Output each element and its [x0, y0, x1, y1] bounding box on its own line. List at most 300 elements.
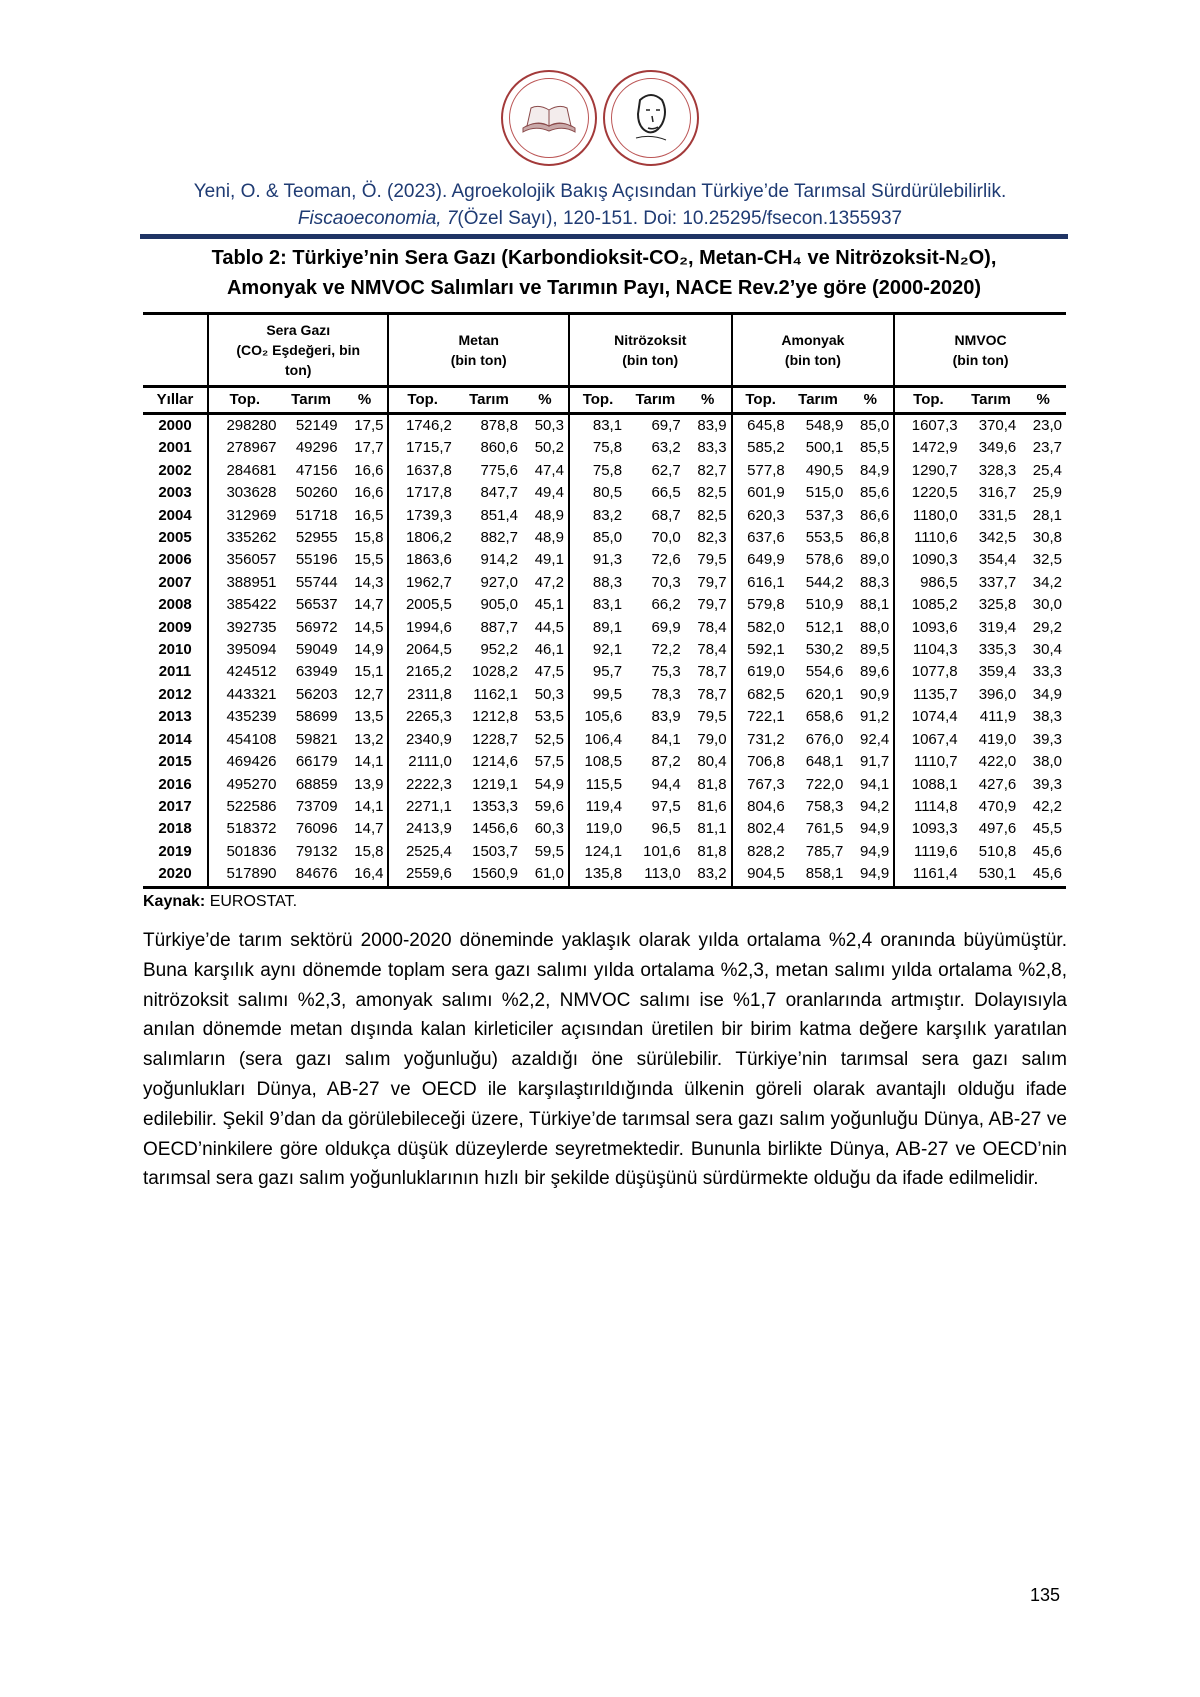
- group-header-metan: Metan (bin ton): [388, 314, 568, 387]
- value-cell: 47,5: [534, 663, 564, 681]
- value-cell: 396,0: [978, 685, 1017, 703]
- open-book-icon: [519, 98, 579, 138]
- value-cell: 14,3: [354, 573, 384, 591]
- value-cell: 392735: [208, 617, 281, 639]
- value-cell: 1863,6: [388, 549, 455, 571]
- value-cell: 585,2: [732, 437, 789, 459]
- table-row: [143, 460, 1066, 482]
- value-cell: 16,4: [342, 863, 389, 887]
- value-cell: 284681: [208, 460, 281, 482]
- value-cell: 578,6: [805, 551, 844, 569]
- value-cell: 1637,8: [388, 460, 455, 482]
- value-cell: 2311,8: [388, 684, 455, 706]
- table-row: [143, 617, 1066, 639]
- value-cell: 84676: [281, 863, 342, 887]
- value-cell: 25,4: [1032, 461, 1062, 479]
- value-cell: 1088,1: [894, 774, 961, 796]
- citation-header: [0, 178, 1200, 232]
- value-cell: 59,6: [534, 797, 564, 815]
- value-cell: 515,0: [805, 484, 844, 502]
- value-cell: 63,2: [651, 439, 681, 457]
- value-cell: 29,2: [1032, 618, 1062, 636]
- sub-header-top: Top.: [208, 387, 281, 414]
- value-cell: 469426: [208, 751, 281, 773]
- value-cell: 411,9: [979, 708, 1017, 726]
- value-cell: 13,5: [354, 708, 384, 726]
- value-cell: 63949: [295, 663, 338, 681]
- value-cell: 658,6: [805, 708, 844, 726]
- value-cell: 52149: [295, 417, 338, 434]
- year-cell: 2000: [158, 417, 192, 434]
- value-cell: 91,7: [860, 753, 890, 771]
- value-cell: 59049: [295, 641, 338, 659]
- value-cell: 14,9: [354, 641, 384, 659]
- value-cell: 767,3: [732, 774, 789, 796]
- value-cell: 83,1: [569, 594, 626, 616]
- value-cell: 108,5: [569, 751, 626, 773]
- value-cell: 15,1: [354, 663, 384, 681]
- empty-corner-cell: [143, 314, 208, 387]
- sub-header-pct: %: [1020, 387, 1066, 414]
- value-cell: 78,7: [697, 663, 727, 681]
- value-cell: 97,5: [651, 797, 681, 815]
- value-cell: 620,3: [732, 505, 789, 527]
- value-cell: 72,6: [651, 551, 681, 569]
- value-cell: 78,7: [697, 685, 727, 703]
- value-cell: 637,6: [732, 527, 789, 549]
- fiscaoeconomia-special-issue-logo: [603, 70, 699, 166]
- value-cell: 47156: [295, 461, 338, 479]
- value-cell: 579,8: [732, 594, 789, 616]
- value-cell: 424512: [208, 661, 281, 683]
- year-cell: 2008: [158, 596, 192, 614]
- table-row: [143, 729, 1066, 751]
- value-cell: 1214,6: [472, 753, 519, 771]
- value-cell: 15,8: [354, 529, 384, 547]
- value-cell: 79,5: [697, 551, 727, 569]
- value-cell: 75,3: [651, 663, 681, 681]
- sub-header-top: Top.: [732, 387, 789, 414]
- value-cell: 512,1: [805, 618, 844, 636]
- value-cell: 495270: [208, 774, 281, 796]
- sub-header-pct: %: [847, 387, 894, 414]
- value-cell: 79,5: [697, 708, 727, 726]
- value-cell: 1074,4: [894, 706, 961, 728]
- value-cell: 73709: [295, 797, 338, 815]
- value-cell: 59,5: [534, 842, 564, 860]
- value-cell: 435239: [208, 706, 281, 728]
- value-cell: 1180,0: [894, 505, 961, 527]
- value-cell: 2271,1: [388, 796, 455, 818]
- year-cell: 2010: [158, 641, 192, 659]
- value-cell: 828,2: [732, 841, 789, 863]
- value-cell: 50,3: [534, 685, 564, 703]
- table-row: [143, 549, 1066, 571]
- value-cell: 51718: [295, 506, 338, 524]
- value-cell: 72,2: [651, 641, 681, 659]
- fiscaoeconomia-journal-logo: [501, 70, 597, 166]
- value-cell: 1228,7: [472, 730, 519, 748]
- group-header-nitrozoksit: Nitrözoksit (bin ton): [569, 314, 732, 387]
- value-cell: 89,1: [569, 617, 626, 639]
- sub-header-row: [143, 387, 1066, 414]
- value-cell: 2265,3: [388, 706, 455, 728]
- value-cell: 761,5: [805, 820, 844, 838]
- value-cell: 649,9: [732, 549, 789, 571]
- value-cell: 16,5: [354, 506, 384, 524]
- year-cell: 2002: [158, 461, 192, 479]
- value-cell: 17,5: [354, 417, 384, 434]
- value-cell: 904,5: [732, 863, 789, 887]
- value-cell: 14,1: [354, 797, 384, 815]
- value-cell: 80,5: [569, 482, 626, 504]
- sub-header-top: Top.: [388, 387, 455, 414]
- value-cell: 1715,7: [388, 437, 455, 459]
- table-row: [143, 751, 1066, 773]
- value-cell: 517890: [208, 863, 281, 887]
- table-row: [143, 437, 1066, 459]
- value-cell: 56537: [295, 596, 338, 614]
- value-cell: 55744: [295, 573, 338, 591]
- value-cell: 70,3: [651, 573, 681, 591]
- value-cell: 86,8: [860, 529, 890, 547]
- value-cell: 370,4: [978, 417, 1017, 434]
- value-cell: 53,5: [534, 708, 564, 726]
- value-cell: 47,4: [534, 461, 564, 479]
- value-cell: 66,2: [651, 596, 681, 614]
- value-cell: 76096: [295, 820, 338, 838]
- sub-header-tarim: Tarım: [456, 387, 522, 414]
- value-cell: 349,6: [978, 439, 1017, 457]
- value-cell: 554,6: [805, 663, 844, 681]
- value-cell: 33,3: [1032, 663, 1062, 681]
- value-cell: 13,2: [354, 730, 384, 748]
- value-cell: 81,1: [697, 820, 727, 838]
- value-cell: 79,7: [697, 573, 727, 591]
- year-cell: 2018: [158, 820, 192, 838]
- value-cell: 17,7: [354, 439, 384, 457]
- value-cell: 601,9: [732, 482, 789, 504]
- header-divider: [140, 234, 1068, 239]
- value-cell: 113,0: [626, 863, 685, 887]
- value-cell: 83,3: [697, 439, 727, 457]
- value-cell: 342,5: [978, 529, 1017, 547]
- value-cell: 88,3: [569, 572, 626, 594]
- value-cell: 706,8: [732, 751, 789, 773]
- value-cell: 14,1: [354, 753, 384, 771]
- value-cell: 385422: [208, 594, 281, 616]
- sub-header-top: Top.: [894, 387, 961, 414]
- value-cell: 34,2: [1032, 573, 1062, 591]
- value-cell: 882,7: [480, 529, 519, 547]
- year-cell: 2001: [158, 439, 192, 457]
- value-cell: 14,7: [354, 820, 384, 838]
- value-cell: 722,0: [805, 775, 844, 793]
- value-cell: 2165,2: [388, 661, 455, 683]
- value-cell: 1806,2: [388, 527, 455, 549]
- value-cell: 1028,2: [472, 663, 519, 681]
- value-cell: 14,7: [354, 596, 384, 614]
- value-cell: 44,5: [534, 618, 564, 636]
- value-cell: 56203: [295, 685, 338, 703]
- value-cell: 88,3: [860, 573, 890, 591]
- value-cell: 89,6: [860, 663, 890, 681]
- value-cell: 15,8: [354, 842, 384, 860]
- table-row: [143, 863, 1066, 887]
- value-cell: 510,9: [805, 596, 844, 614]
- value-cell: 59821: [295, 730, 338, 748]
- value-cell: 30,8: [1032, 529, 1062, 547]
- citation-line-2: [0, 205, 1200, 232]
- value-cell: 1739,3: [388, 505, 455, 527]
- year-cell: 2017: [158, 797, 192, 815]
- value-cell: 1456,6: [472, 820, 519, 838]
- value-cell: 427,6: [978, 775, 1017, 793]
- value-cell: 758,3: [805, 797, 844, 815]
- value-cell: 1104,3: [894, 639, 961, 661]
- value-cell: 303628: [208, 482, 281, 504]
- table-title-line-1: Tablo 2: Türkiye’nin Sera Gazı (Karbondioksit-CO₂, Metan-CH₄ ve Nitrözoksit-N₂O),: [211, 247, 997, 269]
- table-title-line-2: Amonyak ve NMVOC Salımları ve Tarımın Payı, NACE Rev.2’ye göre (2000-2020): [226, 277, 982, 299]
- value-cell: 1994,6: [388, 617, 455, 639]
- value-cell: 501836: [208, 841, 281, 863]
- value-cell: 1161,4: [894, 863, 961, 887]
- value-cell: 84,9: [860, 461, 890, 479]
- value-cell: 119,0: [569, 818, 626, 840]
- value-cell: 914,2: [480, 551, 519, 569]
- table-title: [140, 243, 1068, 303]
- value-cell: 95,7: [569, 661, 626, 683]
- table-row: [143, 414, 1066, 438]
- value-cell: 2111,0: [388, 751, 455, 773]
- value-cell: 1212,8: [472, 708, 519, 726]
- value-cell: 645,8: [732, 414, 789, 438]
- sub-header-pct: %: [342, 387, 389, 414]
- value-cell: 335262: [208, 527, 281, 549]
- value-cell: 2413,9: [388, 818, 455, 840]
- table-row: [143, 572, 1066, 594]
- value-cell: 804,6: [732, 796, 789, 818]
- value-cell: 731,2: [732, 729, 789, 751]
- value-cell: 83,9: [651, 708, 681, 726]
- value-cell: 46,1: [534, 641, 564, 659]
- value-cell: 1220,5: [894, 482, 961, 504]
- value-cell: 54,9: [534, 775, 564, 793]
- value-cell: 620,1: [805, 685, 844, 703]
- table-row: [143, 639, 1066, 661]
- value-cell: 85,0: [569, 527, 626, 549]
- table-body: [143, 414, 1066, 888]
- group-header-row: [143, 314, 1066, 387]
- value-cell: 50,3: [534, 417, 564, 434]
- body-paragraph: Türkiye’de tarım sektörü 2000-2020 döneminde yaklaşık olarak yılda ortalama %2,4 oranında büyümüştür. Buna karşılık aynı dönemde toplam sera gazı salımı yılda ortalama %2,3, metan salımı yılda ortalama %2,8, nitrözoksit salımı %2,3, amonyak salımı %2,2, NMVOC salımı ise %1,7 oranlarında artmıştır. Dolayısıyla anılan dönemde metan dışında kalan kirleticiler açısından üretilen bir birim katma değere karşılık yaratılan salımların (sera gazı salım yoğunluğu) azaldığı öne sürülebilir. Türkiye’nin tarımsal sera gazı salım yoğunlukları Dünya, AB-27 ve OECD ile karşılaştırıldığında ülkenin göreli olarak avantajlı olduğu ifade edilebilir. Şekil 9’dan da görülebileceği üzere, Türkiye’de tarımsal sera gazı salım yoğunluğu Dünya, AB-27 ve OECD’ninkilere göre oldukça düşük düzeylerde seyretmektedir. Bununla birlikte Dünya, AB-27 ve OECD’nin tarımsal sera gazı salım yoğunluklarının hızlı bir şekilde düşüşünü sürdürmekte olduğu da ifade edilmelidir.: [143, 930, 1067, 1190]
- table-row: [143, 594, 1066, 616]
- value-cell: 858,1: [789, 863, 848, 887]
- value-cell: 48,9: [534, 529, 564, 547]
- value-cell: 69,9: [651, 618, 681, 636]
- value-cell: 419,0: [978, 730, 1017, 748]
- year-cell: 2004: [158, 506, 192, 524]
- value-cell: 1353,3: [472, 797, 519, 815]
- value-cell: 60,3: [534, 820, 564, 838]
- value-cell: 316,7: [978, 484, 1017, 502]
- value-cell: 42,2: [1032, 797, 1062, 815]
- value-cell: 99,5: [569, 684, 626, 706]
- value-cell: 83,2: [685, 863, 732, 887]
- value-cell: 887,7: [480, 618, 519, 636]
- value-cell: 94,2: [860, 797, 890, 815]
- value-cell: 1962,7: [388, 572, 455, 594]
- value-cell: 2064,5: [388, 639, 455, 661]
- sub-header-tarim: Tarım: [962, 387, 1021, 414]
- value-cell: 23,0: [1032, 417, 1062, 434]
- table-row: [143, 684, 1066, 706]
- value-cell: 2525,4: [388, 841, 455, 863]
- value-cell: 83,2: [569, 505, 626, 527]
- value-cell: 105,6: [569, 706, 626, 728]
- value-cell: 91,3: [569, 549, 626, 571]
- value-cell: 1077,8: [894, 661, 961, 683]
- value-cell: 1110,7: [894, 751, 961, 773]
- value-cell: 81,6: [697, 797, 727, 815]
- table-row: [143, 774, 1066, 796]
- value-cell: 851,4: [480, 506, 519, 524]
- value-cell: 30,0: [1032, 596, 1062, 614]
- value-cell: 52,5: [534, 730, 564, 748]
- value-cell: 530,1: [962, 863, 1021, 887]
- table-row: [143, 841, 1066, 863]
- value-cell: 544,2: [805, 573, 844, 591]
- value-cell: 15,5: [354, 551, 384, 569]
- value-cell: 354,4: [978, 551, 1017, 569]
- value-cell: 388951: [208, 572, 281, 594]
- year-cell: 2016: [158, 775, 192, 793]
- value-cell: 61,0: [522, 863, 569, 887]
- value-cell: 25,9: [1032, 484, 1062, 502]
- sub-header-top: Top.: [569, 387, 626, 414]
- value-cell: 325,8: [978, 596, 1017, 614]
- value-cell: 55196: [295, 551, 338, 569]
- value-cell: 1472,9: [894, 437, 961, 459]
- header-logos: [0, 70, 1200, 166]
- portrait-icon: [626, 90, 676, 146]
- value-cell: 79,0: [697, 730, 727, 748]
- value-cell: 927,0: [480, 573, 519, 591]
- value-cell: 92,4: [860, 730, 890, 748]
- value-cell: 682,5: [732, 684, 789, 706]
- value-cell: 470,9: [978, 797, 1017, 815]
- value-cell: 1290,7: [894, 460, 961, 482]
- value-cell: 537,3: [805, 506, 844, 524]
- value-cell: 45,6: [1032, 842, 1062, 860]
- value-cell: 582,0: [732, 617, 789, 639]
- value-cell: 82,5: [697, 484, 727, 502]
- value-cell: 101,6: [643, 842, 681, 860]
- value-cell: 530,2: [805, 641, 844, 659]
- value-cell: 2340,9: [388, 729, 455, 751]
- value-cell: 75,8: [569, 460, 626, 482]
- value-cell: 47,2: [534, 573, 564, 591]
- source-value: EUROSTAT.: [205, 893, 298, 910]
- value-cell: 395094: [208, 639, 281, 661]
- value-cell: 92,1: [569, 639, 626, 661]
- value-cell: 78,4: [697, 641, 727, 659]
- value-cell: 94,9: [860, 842, 890, 860]
- citation-line-1: Yeni, O. & Teoman, Ö. (2023). Agroekolojik Bakış Açısından Türkiye’de Tarımsal Sürdürülebilirlik.: [193, 181, 1007, 202]
- value-cell: 592,1: [732, 639, 789, 661]
- value-cell: 328,3: [978, 461, 1017, 479]
- value-cell: 1560,9: [456, 863, 522, 887]
- value-cell: 49296: [295, 439, 338, 457]
- value-cell: 1085,2: [894, 594, 961, 616]
- table-row: [143, 818, 1066, 840]
- value-cell: 785,7: [805, 842, 844, 860]
- sub-header-tarim: Tarım: [626, 387, 685, 414]
- sub-header-tarim: Tarım: [281, 387, 342, 414]
- value-cell: 88,1: [860, 596, 890, 614]
- value-cell: 45,6: [1020, 863, 1066, 887]
- value-cell: 68859: [295, 775, 338, 793]
- value-cell: 39,3: [1032, 730, 1062, 748]
- value-cell: 81,8: [697, 775, 727, 793]
- value-cell: 952,2: [480, 641, 519, 659]
- sub-header-tarim: Tarım: [789, 387, 848, 414]
- value-cell: 356057: [208, 549, 281, 571]
- emissions-table: [143, 312, 1066, 889]
- table-row: [143, 482, 1066, 504]
- value-cell: 775,6: [480, 461, 519, 479]
- value-cell: 87,2: [651, 753, 681, 771]
- value-cell: 94,1: [860, 775, 890, 793]
- value-cell: 94,9: [860, 820, 890, 838]
- year-cell: 2020: [143, 863, 208, 887]
- journal-name: Fiscaoeconomia, 7: [297, 208, 458, 229]
- value-cell: 82,5: [697, 506, 727, 524]
- value-cell: 319,4: [978, 618, 1017, 636]
- year-cell: 2011: [158, 663, 192, 681]
- group-header-nmvoc: NMVOC (bin ton): [894, 314, 1066, 387]
- value-cell: 78,4: [697, 618, 727, 636]
- value-cell: 1717,8: [388, 482, 455, 504]
- value-cell: 89,5: [860, 641, 890, 659]
- value-cell: 337,7: [978, 573, 1017, 591]
- value-cell: 1746,2: [388, 414, 455, 438]
- value-cell: 50,2: [534, 439, 564, 457]
- value-cell: 443321: [208, 684, 281, 706]
- value-cell: 802,4: [732, 818, 789, 840]
- value-cell: 13,9: [354, 775, 384, 793]
- table-row: [143, 706, 1066, 728]
- value-cell: 278967: [208, 437, 281, 459]
- value-cell: 52955: [295, 529, 338, 547]
- value-cell: 298280: [208, 414, 281, 438]
- value-cell: 454108: [208, 729, 281, 751]
- sub-header-pct: %: [522, 387, 569, 414]
- value-cell: 49,1: [534, 551, 564, 569]
- citation-details: (Özel Sayı), 120-151. Doi: 10.25295/fsecon.1355937: [457, 208, 903, 229]
- page-number: 135: [1030, 1585, 1061, 1605]
- sub-header-pct: %: [685, 387, 732, 414]
- year-cell: 2006: [158, 551, 192, 569]
- year-cell: 2012: [158, 685, 192, 703]
- year-header: Yıllar: [143, 387, 208, 414]
- value-cell: 30,4: [1032, 641, 1062, 659]
- value-cell: 847,7: [480, 484, 519, 502]
- value-cell: 1607,3: [894, 414, 961, 438]
- value-cell: 510,8: [978, 842, 1017, 860]
- value-cell: 82,3: [697, 529, 727, 547]
- value-cell: 676,0: [805, 730, 844, 748]
